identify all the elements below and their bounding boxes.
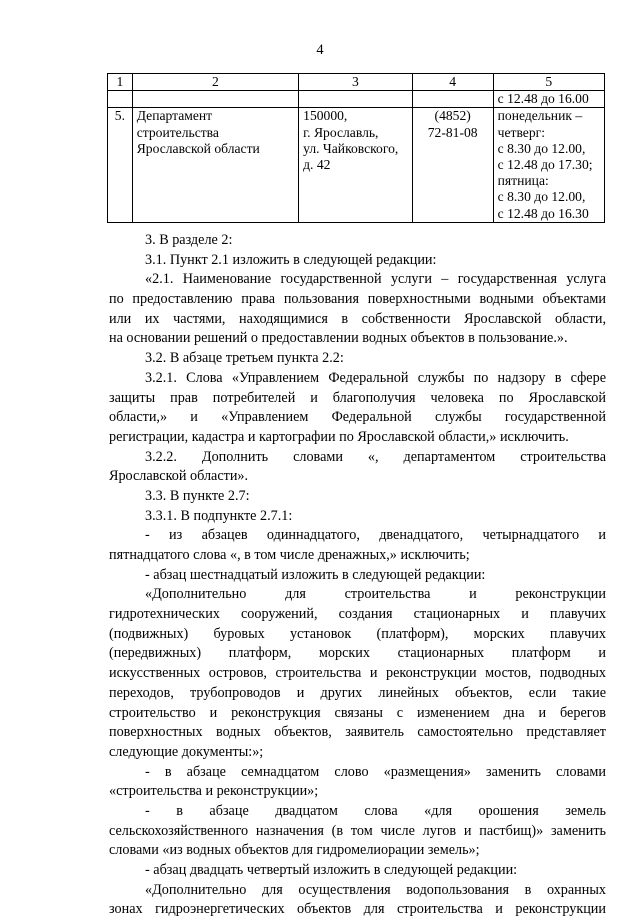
cell-line: Департамент (136, 108, 213, 124)
department-name-cell (132, 108, 298, 222)
cell-line: пятница: (497, 173, 549, 189)
header-cell: 3 (299, 74, 413, 91)
cell-line: д. 42 (303, 157, 331, 173)
text-line: 3. В разделе 2: (145, 232, 233, 248)
text-line: пятнадцатого слова «, в том числе дренажных,» исключить; (109, 547, 470, 563)
text-line: «2.1. Наименование государственной услуги – государственная услуга (145, 271, 606, 288)
text-line: искусственных островов, строительства и реконструкции мостов, подводных (109, 665, 606, 682)
text-line: (передвижных) платформ, морских стационарных платформ и (109, 645, 606, 662)
text-line: или их частями, находящимися в собственности Ярославской области, (109, 310, 606, 327)
table-continuation-row (108, 91, 605, 108)
text-line: 3.1. Пункт 2.1 изложить в следующей редакции: (145, 251, 437, 268)
hours-cell (493, 108, 604, 222)
header-cell: 4 (412, 74, 493, 91)
text-line: «Дополнительно для строительства и реконструкции (145, 586, 606, 603)
contact-table (107, 73, 605, 223)
text-line: Ярославской области». (109, 468, 249, 485)
cell-line: Ярославской области (136, 140, 260, 156)
text-line: 3.2. В абзаце третьем пункта 2.2: (145, 350, 344, 367)
cell-line: с 8.30 до 12.00, (497, 140, 586, 156)
address-cell (299, 108, 413, 222)
text-line: переходов, трубопроводов и других линейных объектов, если такие (109, 684, 606, 701)
text-line: поверхностных водных объектов, заявитель самостоятельно представляет (109, 724, 606, 741)
cell-line: 150000, (303, 108, 348, 124)
text-line: 3.3. В пункте 2.7: (145, 487, 250, 504)
text-line: области,» и «Управлением Федеральной службы государственной (109, 409, 606, 426)
text-line: гидротехнических сооружений, создания стационарных и плавучих (109, 606, 606, 623)
cell-line: (4852) (434, 108, 471, 124)
text-line: «Дополнительно для осуществления водопользования в охранных (145, 881, 606, 898)
text-line: «строительства и реконструкции»; (109, 783, 319, 800)
text-line: 3.3.1. В подпункте 2.7.1: (145, 507, 293, 524)
text-line: словами «из водных объектов для гидромелиорации земель»; (109, 842, 480, 859)
text-line: - в абзаце двадцатом слова «для орошения земель (145, 802, 606, 819)
hours-cell-continued: с 12.48 до 16.00 (493, 91, 604, 108)
text-line: - абзац шестнадцатый изложить в следующей редакции: (145, 566, 486, 583)
cell-line: с 12.48 до 16.30 (497, 205, 589, 221)
cell-line: 72-81-08 (427, 124, 478, 140)
text-line: - из абзацев одиннадцатого, двенадцатого, четырнадцатого и (145, 527, 606, 544)
header-cell: 5 (493, 74, 604, 91)
text-line: регистрации, кадастра и картографии по Ярославской области,» исключить. (109, 428, 569, 445)
cell-line: с 8.30 до 12.00, (497, 189, 586, 205)
text-line: - в абзаце семнадцатом слово «размещения» заменить словами (145, 763, 606, 780)
text-line: по предоставлению права пользования поверхностными водными объектами (109, 291, 606, 308)
page-number: 4 (316, 42, 324, 58)
text-line: строительство и реконструкция связаны с изменением дна и берегов (109, 704, 606, 721)
phone-cell (412, 108, 493, 222)
text-line: 3.2.1. Слова «Управлением Федеральной службы по надзору в сфере (145, 369, 606, 386)
text-line: 3.2.2. Дополнить словами «, департаментом строительства (145, 448, 606, 465)
cell-line: строительства (136, 124, 219, 140)
cell-line: г. Ярославль, (303, 124, 379, 140)
text-line: защиты прав потребителей и благополучия человека по Ярославской (109, 389, 606, 406)
row-number-cell: 5. (108, 108, 133, 222)
table-header-row (108, 74, 605, 91)
table-row (108, 108, 605, 222)
text-line: - абзац двадцать четвертый изложить в следующей редакции: (145, 862, 518, 878)
cell-line: с 12.48 до 17.30; (497, 157, 593, 173)
header-cell: 2 (132, 74, 298, 91)
cell-line: четверг: (497, 124, 545, 140)
cell-line: ул. Чайковского, (303, 140, 399, 156)
text-line: зонах гидроэнергетических объектов для строительства и реконструкции (109, 901, 606, 918)
cell-line: понедельник – (497, 108, 583, 124)
text-line: сельскохозяйственного назначения (в том числе лугов и пастбищ)» заменить (109, 822, 606, 839)
document-body (109, 231, 606, 920)
text-line: следующие документы:»; (109, 743, 264, 760)
text-line: (подвижных) буровых установок (платформ), морских плавучих (109, 625, 606, 642)
header-cell: 1 (108, 74, 133, 91)
text-line: на основании решений о предоставлении водных объектов в пользование.». (109, 330, 568, 347)
